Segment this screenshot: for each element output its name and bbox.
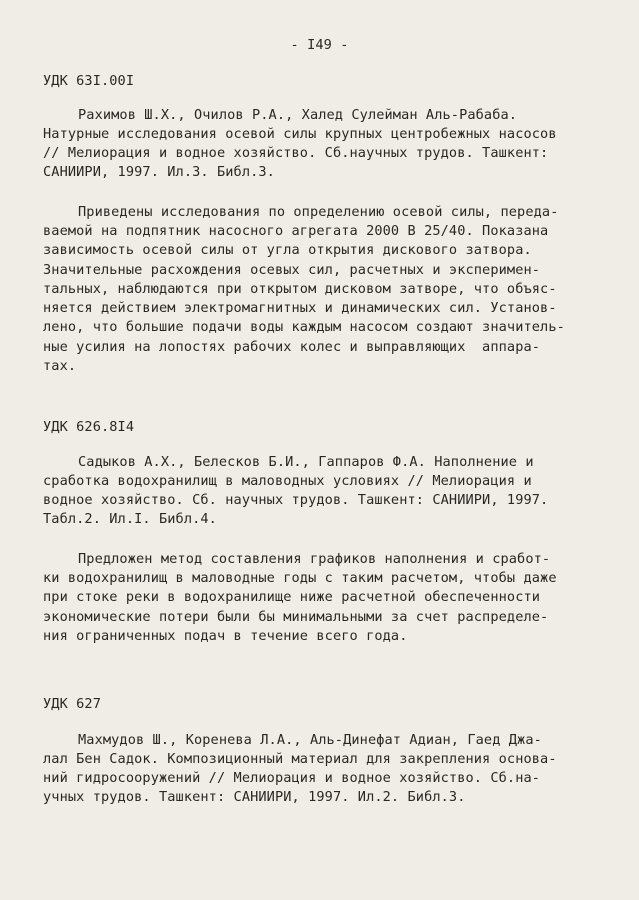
citation-line: Натурные исследования осевой силы крупных центробежных насосов [43, 126, 557, 142]
citation-line: лал Бен Садок. Композиционный материал для закрепления основа- [43, 751, 557, 767]
abstract-line: экономические потери были бы минимальными за счет распределе- [43, 609, 549, 625]
citation-line: водное хозяйство. Сб. научных трудов. Ташкент: САНИИРИ, 1997. [43, 492, 549, 508]
abstract-line: тальных, наблюдаются при открытом дисковом затворе, что объяс- [43, 281, 557, 297]
citation-line: Табл.2. Ил.I. Библ.4. [43, 511, 217, 527]
abstract-line: ные усилия на лопостях рабочих колес и выправляющих аппара- [43, 339, 541, 355]
citation-line: учных трудов. Ташкент: САНИИРИ, 1997. Ил.2. Библ.3. [43, 789, 466, 805]
citation-line: Садыков А.Х., Белесков Б.И., Гаппаров Ф.А. Наполнение и [78, 454, 534, 470]
citation-line: САНИИРИ, 1997. Ил.3. Библ.3. [43, 164, 275, 180]
abstract-line: Приведены исследования по определению осевой силы, переда- [78, 204, 559, 220]
abstract-line: Значительные расхождения осевых сил, расчетных и эксперимен- [43, 262, 541, 278]
udk-code: УДК 626.8I4 [43, 419, 135, 435]
udk-code: УДК 627 [43, 696, 101, 712]
abstract-line: лено, что большие подачи воды каждым насосом создают значитель- [43, 319, 565, 335]
citation-line: сработка водохранилищ в маловодных условиях // Мелиорация и [43, 473, 532, 489]
abstract-line: зависимость осевой силы от угла открытия дискового затвора. [43, 242, 532, 258]
abstract-line: ки водохранилищ в маловодные годы с таким расчетом, чтобы даже [43, 570, 557, 586]
udk-code: УДК 63I.00I [43, 73, 135, 89]
abstract-line: няется действием электромагнитных и динамических сил. Установ- [43, 300, 557, 316]
citation-line: // Мелиорация и водное хозяйство. Сб.научных трудов. Ташкент: [43, 145, 549, 161]
citation-line: Рахимов Ш.Х., Очилов Р.А., Халед Сулейман Аль-Рабаба. [78, 107, 518, 123]
abstract-line: ваемой на подпятник насосного агрегата 2000 В 25/40. Показана [43, 223, 549, 239]
abstract-line: при стоке реки в водохранилище ниже расчетной обеспеченности [43, 589, 541, 605]
citation-line: ний гидросооружений // Мелиорация и водное хозяйство. Сб.на- [43, 770, 541, 786]
abstract-line: ния ограниченных подач в течение всего года. [43, 628, 408, 644]
citation-line: Махмудов Ш., Коренева Л.А., Аль-Динефат Адиан, Гаед Джа- [78, 732, 542, 748]
page-number: - I49 - [290, 37, 349, 53]
abstract-line: Предложен метод составления графиков наполнения и сработ- [78, 551, 551, 567]
abstract-line: тах. [43, 358, 77, 374]
